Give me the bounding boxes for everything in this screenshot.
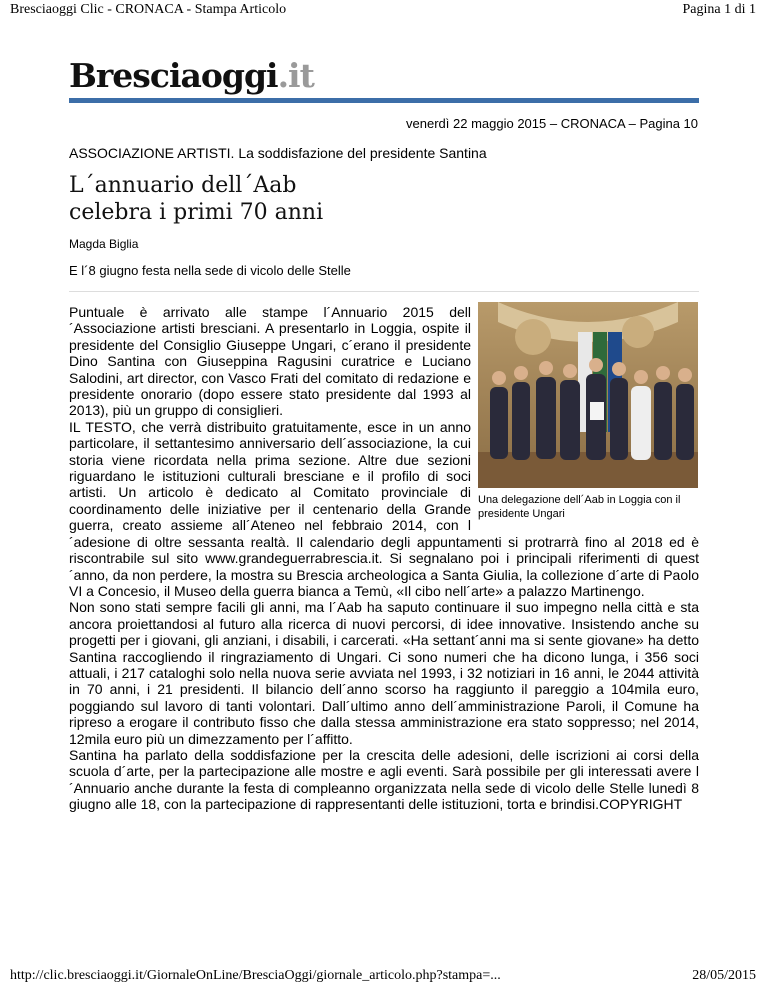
body-paragraph-4: Santina ha parlato della soddisfazione per la crescita delle adesioni, delle iscrizioni ai corsi della scuola d´arte, per la partecipazione alle mostre e agli eventi. Sarà possibile per gli interessati avere l´Annuario anche durante la festa di compleanno organizzata nella sede di vicolo delle Stelle lunedì 8 giugno alle 18, con la partecipazione di rappresentanti delle istituzioni, torta e brindisi.COPYRIGHT xyxy=(69,746,699,813)
article-headline xyxy=(69,172,689,226)
article-author: Magda Biglia xyxy=(69,237,139,251)
print-footer xyxy=(0,968,768,990)
photo-caption: Una delegazione dell´Aab in Loggia con il presidente Ungari xyxy=(478,494,681,520)
logo-name: Bresciaoggi xyxy=(69,56,278,95)
print-date: 28/05/2015 xyxy=(692,968,756,983)
body-paragraph-2: IL TESTO, che verrà distribuito gratuitamente, esce in un anno particolare, il settantesimo anniversario dell´associazione, la cui storia viene ricordata nella prima sezione. Altre due sezioni riguardano le istituzioni culturali bresciane e il profilo di soci artisti. Un articolo è dedicato al Comitato provinciale di coordinamento delle iniziative per il centenario della Grande guerra, creato assieme all´Ateneo nel febbraio 2014, con l´adesione di oltre sessanta realtà. Il calendario degli appuntamenti si protrarrà fino al 2018 ed è riscontrabile sul sito www.grandeguerrabrescia.it. Si segnalano poi i principali riferimenti di quest´anno, da non perdere, la mostra su Brescia archeologica a Santa Giulia, la collezione d´arte di Paolo VI a Concesio, il Museo della guerra bianca a Temù, «Il cibo nell´arte» a palazzo Martinengo. xyxy=(69,418,699,599)
print-page-number: Pagina 1 di 1 xyxy=(682,2,756,17)
print-url: http://clic.bresciaoggi.it/GiornaleOnLine/BresciaOggi/giornale_articolo.php?stampa=... xyxy=(10,968,501,983)
body-paragraph-1: Puntuale è arrivato alle stampe l´Annuario 2015 dell´Associazione artisti bresciani. A presentarlo in Loggia, ospite il presidente del Consiglio Giuseppe Ungari, c´erano il presidente Dino Santina con Giuseppina Ragusini curatrice e Luciano Salodini, art director, con Vasco Frati del comitato di redazione e presidente onorario (dopo essere stato presidente dal 1993 al 2013), più un gruppo di consiglieri. xyxy=(69,304,471,419)
headline-line-2: celebra i primi 70 anni xyxy=(69,200,324,225)
print-header xyxy=(0,2,768,24)
print-page-title: Bresciaoggi Clic - CRONACA - Stampa Articolo xyxy=(10,2,287,17)
header-separator xyxy=(69,291,699,292)
article-summary: E l´8 giugno festa nella sede di vicolo delle Stelle xyxy=(69,263,351,278)
logo-suffix: .it xyxy=(277,56,314,95)
logo-divider xyxy=(69,98,699,103)
body-paragraph-3: Non sono stati sempre facili gli anni, ma l´Aab ha saputo continuare il suo impegno nella città e sta ancora proiettandosi al futuro alla ricerca di nuovi percorsi, di idee innovative. Insistendo anche su progetti per i giovani, gli anziani, i disabili, i carcerati. «Ha settant´anni ma si sente giovane» ha detto Santina raccogliendo il ringraziamento di Ungari. Ci sono numeri che ha dicono lunga, i 356 soci attuali, i 217 cataloghi solo nella nuova serie avviata nel 1993, i 32 notiziari in 16 anni, le 2044 attività in 70 anni, i 21 presidenti. Il bilancio dell´anno scorso ha raggiunto il pareggio a 104mila euro, poggiando sul lavoro di tanti volontari. Dall´ultimo anno dell´amministrazione Paroli, il Comune ha ripreso a erogare il contributo fisso che dalla stessa amministrazione era stato soppresso; nel 2014, 12mila euro più un dimezzamento per l´affitto. xyxy=(69,599,699,747)
article-dateline: venerdì 22 maggio 2015 – CRONACA – Pagina 10 xyxy=(406,116,698,131)
article-photo xyxy=(478,302,698,488)
bresciaoggi-logo xyxy=(69,56,314,95)
article-kicker: ASSOCIAZIONE ARTISTI. La soddisfazione del presidente Santina xyxy=(69,145,487,161)
article-photo-block xyxy=(478,302,698,521)
headline-line-1: L´annuario dell´Aab xyxy=(69,173,297,198)
